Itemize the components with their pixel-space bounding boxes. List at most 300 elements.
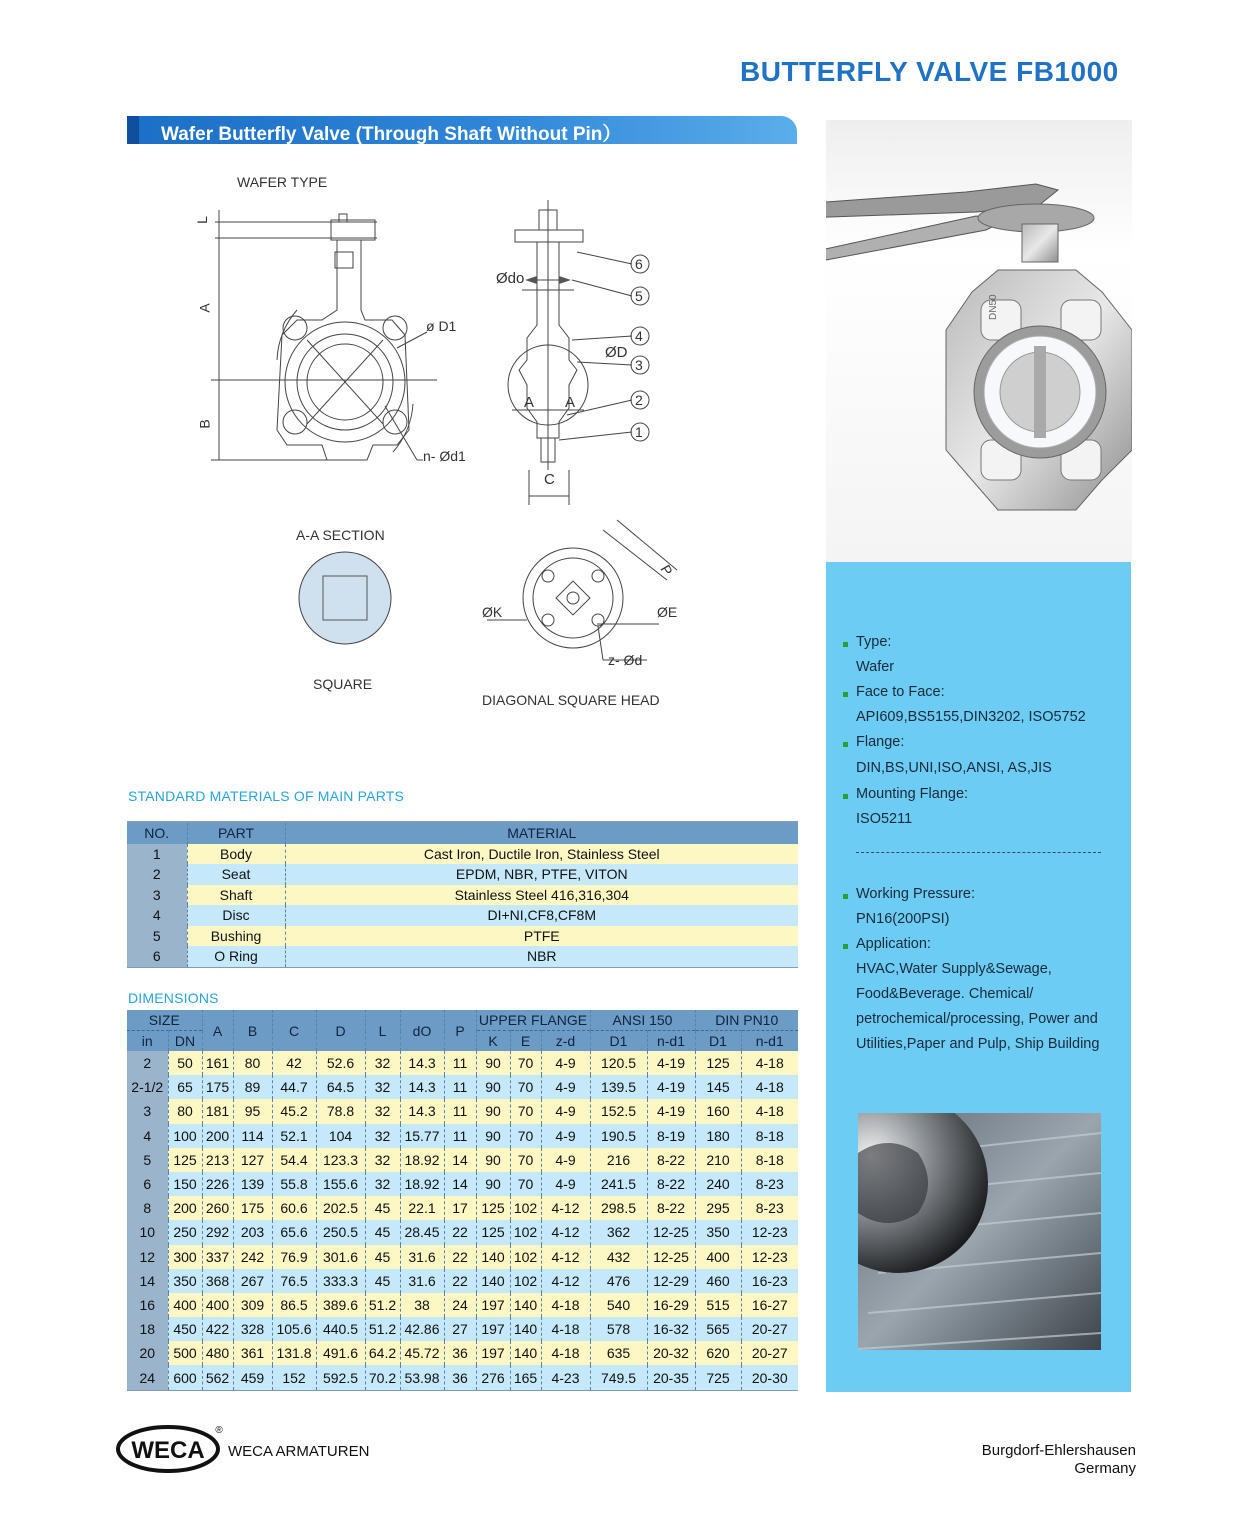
dimension-cell: 450	[168, 1317, 202, 1341]
dim-label-zd: z- Ød	[608, 652, 643, 668]
dimension-cell: 202.5	[316, 1196, 365, 1220]
dimension-cell: 565	[695, 1317, 741, 1341]
dimension-cell: 65	[168, 1075, 202, 1099]
body-marking: DN50	[988, 294, 999, 320]
dimension-cell: 11	[444, 1075, 476, 1099]
globe-photo	[858, 1113, 1101, 1350]
dimension-cell: 22.1	[400, 1196, 444, 1220]
dimension-cell: 725	[695, 1365, 741, 1390]
materials-row	[127, 885, 798, 906]
bullet-pressure	[843, 894, 848, 899]
dimension-cell: 76.5	[272, 1269, 316, 1293]
dimension-cell: 4-19	[647, 1051, 695, 1075]
header-size: SIZE	[127, 1010, 202, 1031]
dimension-cell: 20-35	[647, 1365, 695, 1390]
dimension-cell: 140	[476, 1245, 510, 1269]
dimension-cell: 32	[365, 1124, 400, 1148]
header-do: dO	[400, 1010, 444, 1051]
spec-mount-value: ISO5211	[856, 811, 913, 827]
butterfly-valve-image	[826, 120, 1132, 562]
dim-label-d: ØD	[605, 344, 628, 361]
registered-mark: ®	[215, 1425, 223, 1436]
dimension-cell: 51.2	[365, 1293, 400, 1317]
header-material: MATERIAL	[285, 822, 798, 844]
dimension-cell: 140	[510, 1341, 541, 1365]
materials-row	[127, 864, 798, 885]
dimension-cell: 70	[510, 1124, 541, 1148]
header-din: DIN PN10	[695, 1010, 798, 1031]
dimension-cell: 60.6	[272, 1196, 316, 1220]
bullet-mount	[843, 794, 848, 799]
dimension-cell: 20-30	[741, 1365, 798, 1390]
dimension-cell: 226	[202, 1172, 233, 1196]
material-no-cell: 1	[127, 844, 187, 865]
dimension-cell: 8-22	[647, 1196, 695, 1220]
dimension-cell: 15.77	[400, 1124, 444, 1148]
dimension-cell: 27	[444, 1317, 476, 1341]
dimension-cell: 4-18	[741, 1099, 798, 1123]
callout-3: 3	[635, 357, 643, 373]
dimension-cell: 20-27	[741, 1341, 798, 1365]
header-upper-flange: UPPER FLANGE	[476, 1010, 590, 1031]
dim-label-b: B	[196, 419, 213, 429]
spec-application-line: petrochemical/processing, Power and	[856, 1011, 1098, 1027]
dimension-cell: 20-32	[647, 1341, 695, 1365]
dimension-cell: 105.6	[272, 1317, 316, 1341]
dimension-cell: 620	[695, 1341, 741, 1365]
dimension-cell: 6	[127, 1172, 168, 1196]
square-label: SQUARE	[313, 676, 373, 692]
dimension-cell: 2-1/2	[127, 1075, 168, 1099]
dimension-cell: 65.6	[272, 1220, 316, 1244]
callout-2: 2	[635, 392, 643, 408]
dimension-cell: 14.3	[400, 1051, 444, 1075]
spec-type-value: Wafer	[856, 659, 895, 675]
dimension-cell: 70	[510, 1051, 541, 1075]
dimension-cell: 120.5	[590, 1051, 647, 1075]
dimension-cell: 70	[510, 1148, 541, 1172]
dimension-cell: 181	[202, 1099, 233, 1123]
dimension-cell: 12	[127, 1245, 168, 1269]
bullet-flange	[843, 742, 848, 747]
dim-label-c: C	[544, 471, 555, 488]
dimension-cell: 4-18	[541, 1317, 590, 1341]
section-banner-title: Wafer Butterfly Valve (Through Shaft Without Pin）	[161, 124, 622, 145]
dimension-cell: 4-9	[541, 1075, 590, 1099]
subheader-e: E	[510, 1031, 541, 1052]
spec-application-line: Food&Beverage. Chemical/	[856, 986, 1034, 1002]
dimension-cell: 4-9	[541, 1148, 590, 1172]
dimension-cell: 70	[510, 1172, 541, 1196]
dimension-cell: 14.3	[400, 1075, 444, 1099]
dimension-cell: 18	[127, 1317, 168, 1341]
dimension-cell: 76.9	[272, 1245, 316, 1269]
dimension-cell: 361	[233, 1341, 272, 1365]
dimension-cell: 12-29	[647, 1269, 695, 1293]
material-no-cell: 3	[127, 885, 187, 906]
spec-application-label: Application:	[856, 936, 931, 952]
dimension-cell: 8-23	[741, 1172, 798, 1196]
dim-label-do: Ødo	[496, 270, 525, 287]
dimension-cell: 95	[233, 1099, 272, 1123]
dimensions-row	[127, 1196, 798, 1220]
page-title: BUTTERFLY VALVE FB1000	[740, 56, 1119, 87]
dimension-cell: 53.98	[400, 1365, 444, 1390]
dimension-cell: 139	[233, 1172, 272, 1196]
dimension-cell: 8-18	[741, 1124, 798, 1148]
section-mark-left: A	[524, 394, 535, 411]
dimension-cell: 42	[272, 1051, 316, 1075]
spec-mount-label: Mounting Flange:	[856, 786, 969, 802]
material-value-cell: NBR	[285, 946, 798, 967]
dimension-cell: 38	[400, 1293, 444, 1317]
dimension-cell: 102	[510, 1245, 541, 1269]
dimension-cell: 8-22	[647, 1172, 695, 1196]
dimension-cell: 362	[590, 1220, 647, 1244]
dimension-cell: 3	[127, 1099, 168, 1123]
dimension-cell: 635	[590, 1341, 647, 1365]
subheader-din-d1: D1	[695, 1031, 741, 1052]
subheader-zd: z-d	[541, 1031, 590, 1052]
dimension-cell: 51.2	[365, 1317, 400, 1341]
dimension-cell: 70	[510, 1075, 541, 1099]
header-ansi: ANSI 150	[590, 1010, 695, 1031]
material-no-cell: 6	[127, 946, 187, 967]
subheader-k: K	[476, 1031, 510, 1052]
dimension-cell: 241.5	[590, 1172, 647, 1196]
section-banner	[127, 116, 797, 144]
dimension-cell: 55.8	[272, 1172, 316, 1196]
dimension-cell: 337	[202, 1245, 233, 1269]
dimension-cell: 267	[233, 1269, 272, 1293]
dimension-cell: 11	[444, 1099, 476, 1123]
dimension-cell: 200	[168, 1196, 202, 1220]
dimensions-row	[127, 1172, 798, 1196]
dimension-cell: 12-23	[741, 1245, 798, 1269]
material-no-cell: 5	[127, 926, 187, 947]
dimension-cell: 8	[127, 1196, 168, 1220]
callout-6: 6	[635, 256, 643, 272]
material-value-cell: DI+NI,CF8,CF8M	[285, 905, 798, 926]
dimension-cell: 150	[168, 1172, 202, 1196]
subheader-din-nd1: n-d1	[741, 1031, 798, 1052]
dim-label-d1: ø D1	[426, 318, 457, 334]
dim-label-e: ØE	[657, 604, 678, 620]
bullet-type	[843, 642, 848, 647]
dimension-cell: 10	[127, 1220, 168, 1244]
dimension-cell: 197	[476, 1293, 510, 1317]
dimension-cell: 90	[476, 1172, 510, 1196]
dimension-cell: 125	[476, 1220, 510, 1244]
dimensions-row	[127, 1365, 798, 1390]
dimension-cell: 90	[476, 1051, 510, 1075]
dimension-cell: 114	[233, 1124, 272, 1148]
dimension-cell: 86.5	[272, 1293, 316, 1317]
footer-country: Germany	[1074, 1460, 1136, 1477]
dimension-cell: 36	[444, 1365, 476, 1390]
dimension-cell: 210	[695, 1148, 741, 1172]
dimension-cell: 90	[476, 1099, 510, 1123]
dimension-cell: 18.92	[400, 1172, 444, 1196]
header-no: NO.	[127, 822, 187, 844]
dimension-cell: 592.5	[316, 1365, 365, 1390]
spec-flange-value: DIN,BS,UNI,ISO,ANSI, AS,JIS	[856, 760, 1052, 776]
dimension-cell: 36	[444, 1341, 476, 1365]
dimension-cell: 4	[127, 1124, 168, 1148]
dimension-cell: 145	[695, 1075, 741, 1099]
dimension-cell: 203	[233, 1220, 272, 1244]
dimension-cell: 152.5	[590, 1099, 647, 1123]
dimension-cell: 89	[233, 1075, 272, 1099]
dimension-cell: 14	[444, 1148, 476, 1172]
dimension-cell: 32	[365, 1051, 400, 1075]
spec-pressure-value: PN16(200PSI)	[856, 911, 950, 927]
dimension-cell: 24	[444, 1293, 476, 1317]
footer-city: Burgdorf-Ehlershausen	[981, 1442, 1136, 1459]
logo-text: WECA	[131, 1437, 205, 1464]
dimension-cell: 400	[168, 1293, 202, 1317]
dimension-cell: 300	[168, 1245, 202, 1269]
dimension-cell: 260	[202, 1196, 233, 1220]
aa-section-label: A-A SECTION	[296, 527, 385, 543]
dimension-cell: 8-19	[647, 1124, 695, 1148]
dimension-cell: 90	[476, 1124, 510, 1148]
dimension-cell: 328	[233, 1317, 272, 1341]
spec-divider	[856, 852, 1101, 853]
dimension-cell: 4-18	[541, 1293, 590, 1317]
dimension-cell: 14	[127, 1269, 168, 1293]
dimension-cell: 125	[476, 1196, 510, 1220]
dimension-cell: 70.2	[365, 1365, 400, 1390]
dimension-cell: 4-12	[541, 1269, 590, 1293]
dimension-cell: 160	[695, 1099, 741, 1123]
dimensions-row	[127, 1293, 798, 1317]
dimension-cell: 309	[233, 1293, 272, 1317]
dimension-cell: 45	[365, 1245, 400, 1269]
dimension-cell: 276	[476, 1365, 510, 1390]
dimension-cell: 175	[233, 1196, 272, 1220]
material-no-cell: 4	[127, 905, 187, 926]
dimension-cell: 4-9	[541, 1124, 590, 1148]
material-value-cell: Cast Iron, Ductile Iron, Stainless Steel	[285, 844, 798, 865]
product-photo	[826, 120, 1132, 562]
dimension-cell: 350	[168, 1269, 202, 1293]
dimension-cell: 298.5	[590, 1196, 647, 1220]
spec-pressure-label: Working Pressure:	[856, 886, 975, 902]
dimension-cell: 45.72	[400, 1341, 444, 1365]
callout-5: 5	[635, 288, 643, 304]
dimensions-row	[127, 1245, 798, 1269]
dimension-cell: 197	[476, 1341, 510, 1365]
dimension-cell: 562	[202, 1365, 233, 1390]
dimension-cell: 32	[365, 1075, 400, 1099]
dimension-cell: 4-19	[647, 1075, 695, 1099]
material-part-cell: Shaft	[187, 885, 285, 906]
dimension-cell: 240	[695, 1172, 741, 1196]
dimensions-row	[127, 1148, 798, 1172]
dimension-cell: 368	[202, 1269, 233, 1293]
dimension-cell: 12-25	[647, 1245, 695, 1269]
dimensions-table	[127, 1010, 798, 1391]
material-part-cell: Seat	[187, 864, 285, 885]
dimensions-row	[127, 1269, 798, 1293]
dimension-cell: 20-27	[741, 1317, 798, 1341]
dimension-cell: 16-27	[741, 1293, 798, 1317]
dimension-cell: 64.2	[365, 1341, 400, 1365]
spec-type-label: Type:	[856, 634, 892, 650]
dimension-cell: 31.6	[400, 1245, 444, 1269]
dimension-cell: 8-23	[741, 1196, 798, 1220]
dimension-cell: 333.3	[316, 1269, 365, 1293]
footer-brand: WECA ARMATUREN	[228, 1443, 370, 1460]
footer-address	[960, 1442, 1136, 1478]
dimension-cell: 90	[476, 1148, 510, 1172]
header-p: P	[444, 1010, 476, 1051]
dimension-cell: 28.45	[400, 1220, 444, 1244]
dimension-cell: 4-23	[541, 1365, 590, 1390]
dimension-cell: 460	[695, 1269, 741, 1293]
materials-row	[127, 844, 798, 865]
dimensions-row	[127, 1317, 798, 1341]
dimension-cell: 32	[365, 1172, 400, 1196]
dimension-cell: 70	[510, 1099, 541, 1123]
material-value-cell: Stainless Steel 416,316,304	[285, 885, 798, 906]
dimension-cell: 242	[233, 1245, 272, 1269]
dimension-cell: 500	[168, 1341, 202, 1365]
dimension-cell: 102	[510, 1220, 541, 1244]
dimension-cell: 4-12	[541, 1196, 590, 1220]
header-b: B	[233, 1010, 272, 1051]
section-mark-right: A	[565, 394, 576, 411]
dimensions-row	[127, 1341, 798, 1365]
dimension-cell: 18.92	[400, 1148, 444, 1172]
dimension-cell: 24	[127, 1365, 168, 1390]
dimension-cell: 5	[127, 1148, 168, 1172]
dimension-cell: 422	[202, 1317, 233, 1341]
dimension-cell: 440.5	[316, 1317, 365, 1341]
dimension-cell: 32	[365, 1148, 400, 1172]
material-part-cell: O Ring	[187, 946, 285, 967]
dimension-cell: 78.8	[316, 1099, 365, 1123]
dimension-cell: 250.5	[316, 1220, 365, 1244]
materials-row	[127, 946, 798, 967]
callout-1: 1	[635, 424, 643, 440]
dimension-cell: 4-18	[741, 1051, 798, 1075]
dimension-cell: 350	[695, 1220, 741, 1244]
material-part-cell: Body	[187, 844, 285, 865]
dimension-cell: 14	[444, 1172, 476, 1196]
spec-application-line: Utilities,Paper and Pulp, Ship Building	[856, 1036, 1100, 1052]
dimension-cell: 12-25	[647, 1220, 695, 1244]
material-no-cell: 2	[127, 864, 187, 885]
dimension-cell: 515	[695, 1293, 741, 1317]
dimension-cell: 131.8	[272, 1341, 316, 1365]
dimension-cell: 64.5	[316, 1075, 365, 1099]
dimension-cell: 540	[590, 1293, 647, 1317]
dimension-cell: 17	[444, 1196, 476, 1220]
weca-logo	[114, 1423, 226, 1475]
dimension-cell: 292	[202, 1220, 233, 1244]
dimension-cell: 11	[444, 1051, 476, 1075]
dimension-cell: 45	[365, 1220, 400, 1244]
spec-flange-label: Flange:	[856, 734, 905, 750]
header-a: A	[202, 1010, 233, 1051]
spec-face-label: Face to Face:	[856, 684, 945, 700]
dimension-cell: 12-23	[741, 1220, 798, 1244]
callout-4: 4	[635, 328, 643, 344]
dimensions-row	[127, 1051, 798, 1075]
dimension-cell: 22	[444, 1245, 476, 1269]
bullet-face	[843, 692, 848, 697]
dimension-cell: 50	[168, 1051, 202, 1075]
header-part: PART	[187, 822, 285, 844]
dimension-cell: 80	[233, 1051, 272, 1075]
dimension-cell: 22	[444, 1220, 476, 1244]
dimension-cell: 80	[168, 1099, 202, 1123]
dimension-cell: 476	[590, 1269, 647, 1293]
dimension-cell: 139.5	[590, 1075, 647, 1099]
dimension-cell: 140	[510, 1317, 541, 1341]
dimension-cell: 45	[365, 1196, 400, 1220]
dimension-cell: 90	[476, 1075, 510, 1099]
dimension-cell: 2	[127, 1051, 168, 1075]
material-part-cell: Bushing	[187, 926, 285, 947]
dimension-cell: 20	[127, 1341, 168, 1365]
dimension-cell: 127	[233, 1148, 272, 1172]
spec-application-line: HVAC,Water Supply&Sewage,	[856, 961, 1052, 977]
dimension-cell: 14.3	[400, 1099, 444, 1123]
banner-accent	[127, 116, 139, 144]
dimension-cell: 480	[202, 1341, 233, 1365]
dimension-cell: 491.6	[316, 1341, 365, 1365]
dimension-cell: 432	[590, 1245, 647, 1269]
dimension-cell: 123.3	[316, 1148, 365, 1172]
subheader-dn: DN	[168, 1031, 202, 1052]
diagonal-head-label: DIAGONAL SQUARE HEAD	[482, 692, 660, 708]
dimension-cell: 4-9	[541, 1172, 590, 1196]
dimension-cell: 100	[168, 1124, 202, 1148]
dim-label-k: ØK	[482, 604, 503, 620]
dimension-cell: 213	[202, 1148, 233, 1172]
wafer-type-label: WAFER TYPE	[237, 174, 328, 190]
dim-label-p: P	[657, 561, 676, 579]
materials-table	[127, 821, 798, 968]
materials-row	[127, 905, 798, 926]
dimension-cell: 104	[316, 1124, 365, 1148]
subheader-ansi-d1: D1	[590, 1031, 647, 1052]
dimension-cell: 16	[127, 1293, 168, 1317]
dimension-cell: 600	[168, 1365, 202, 1390]
dimension-cell: 140	[476, 1269, 510, 1293]
dimension-cell: 140	[510, 1293, 541, 1317]
dimensions-title: DIMENSIONS	[128, 990, 219, 1006]
dimension-cell: 22	[444, 1269, 476, 1293]
dimension-cell: 161	[202, 1051, 233, 1075]
dimension-cell: 459	[233, 1365, 272, 1390]
technical-drawing	[127, 160, 797, 720]
dimension-cell: 180	[695, 1124, 741, 1148]
dimension-cell: 400	[695, 1245, 741, 1269]
dimension-cell: 16-23	[741, 1269, 798, 1293]
dimension-cell: 31.6	[400, 1269, 444, 1293]
dimensions-row	[127, 1099, 798, 1123]
dim-label-a: A	[196, 303, 213, 313]
dimension-cell: 45	[365, 1269, 400, 1293]
dimension-cell: 52.6	[316, 1051, 365, 1075]
dimension-cell: 52.1	[272, 1124, 316, 1148]
material-value-cell: EPDM, NBR, PTFE, VITON	[285, 864, 798, 885]
material-part-cell: Disc	[187, 905, 285, 926]
